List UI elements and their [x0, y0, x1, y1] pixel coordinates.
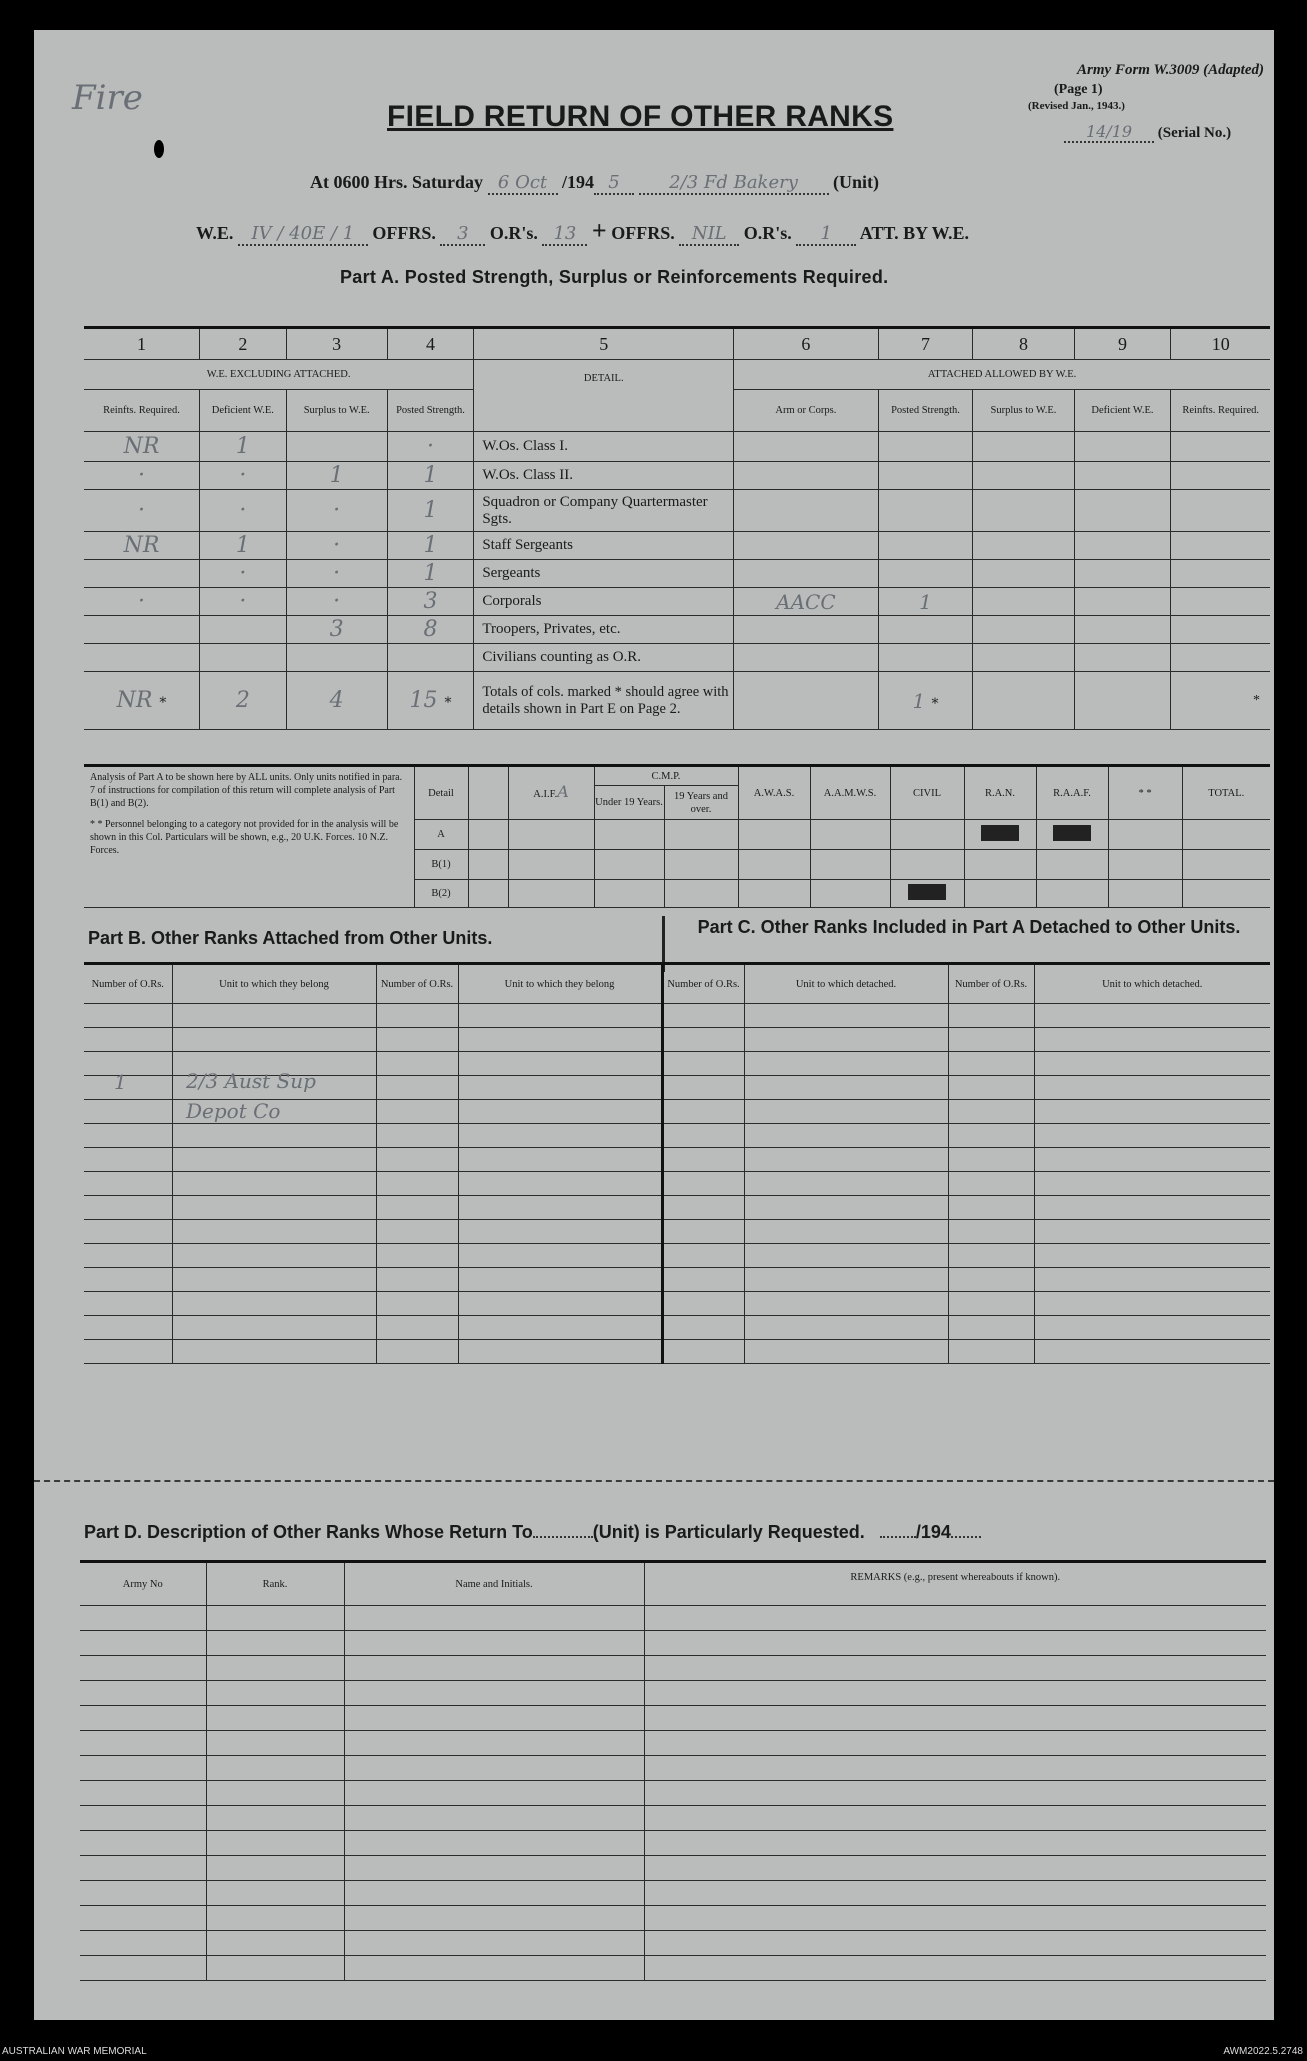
part-d-row [80, 1681, 1266, 1706]
year-value: 5 [594, 172, 634, 195]
serial-label: (Serial No.) [1157, 125, 1232, 141]
part-bc-row [84, 1172, 1270, 1196]
part-d-table: Army No Rank. Name and Initials. REMARKS (e.g., present whereabouts if known). [80, 1560, 1266, 1981]
redaction-mark [981, 825, 1019, 841]
form-sheet [34, 30, 1274, 2020]
part-d-row [80, 1856, 1266, 1881]
offrs2-value: NIL [679, 223, 739, 246]
part-bc-row [84, 1124, 1270, 1148]
part-bc-row [84, 1196, 1270, 1220]
part-a-row: Civilians counting as O.R. [84, 644, 1270, 672]
part-b-entry-unit: 2/3 Aust Sup Depot Co [186, 1069, 316, 1123]
part-d-row [80, 1831, 1266, 1856]
redaction-mark [908, 884, 946, 900]
punch-hole [154, 140, 164, 158]
part-d-row [80, 1631, 1266, 1656]
page-number: (Page 1) [1054, 82, 1103, 97]
part-bc-row [84, 1292, 1270, 1316]
part-a-title: Part A. Posted Strength, Surplus or Reinforcements Required. [340, 267, 889, 287]
date-value: 6 Oct [488, 172, 558, 195]
redaction-mark [1053, 825, 1091, 841]
time-line: At 0600 Hrs. Saturday 6 Oct /194 5 2/3 Fd Bakery (Unit) [310, 172, 880, 193]
part-bc-table: Number of O.Rs. Unit to which they belong Number of O.Rs. Unit to which they belong Number of O.Rs. Unit to which detached. Number of O.Rs. Unit to which detached. [84, 962, 1270, 1364]
part-a-row: NR 1 · 1 Staff Sergeants [84, 532, 1270, 560]
part-d-row [80, 1881, 1266, 1906]
part-d-row [80, 1656, 1266, 1681]
detail-header: DETAIL. [474, 360, 734, 432]
part-d-row [80, 1906, 1266, 1931]
part-d-row [80, 1931, 1266, 1956]
part-a-row: · · 1 Sergeants [84, 560, 1270, 588]
form-id: Army Form W.3009 (Adapted) [1077, 62, 1264, 78]
revised-date: (Revised Jan., 1943.) [1028, 100, 1125, 112]
part-bc-row [84, 1220, 1270, 1244]
part-a-table: 1 2 3 4 5 6 7 8 9 10 W.E. EXCLUDING ATTACHED. DETAIL. ATTACHED ALLOWED BY W.E. Reinfts. Required. Deficient W.E. Surplus to W.E. Posted Strength. Arm or Corps. Posted Strength. Surplus to W.E. Deficient W.E. Reinfts. Required. NR 1 · W.Os. Class I. · · 1 1 W.Os. Class II. · · · 1 Squadron or Company Quartermaster Sgts. NR 1 · 1 Staff Sergeants · · 1 Sergeants · · · 3 Corporals AACC 1 3 8 Troopers, Privates, etc. Civilians counting as O.R. NR * 2 4 15 * Totals of cols. marked * should agree with details shown in Part E on Page 2. 1 * * [84, 326, 1270, 730]
part-d-row [80, 1781, 1266, 1806]
group-we-excluding: W.E. EXCLUDING ATTACHED. [84, 360, 474, 390]
part-b-title: Part B. Other Ranks Attached from Other Units. [88, 928, 493, 948]
analysis-note: Analysis of Part A to be shown here by ALL units. Only units notified in para. 7 of instructions for compilation of this return will complete analysis of Part B(1) and B(2). * * Personnel belonging to a category not provided for in the analysis will be shown in this Col. Particulars will be shown, e.g., 20 U.K. Forces. 10 N.Z. Forces. [84, 766, 414, 908]
part-bc-row [84, 1028, 1270, 1052]
footer-left: AUSTRALIAN WAR MEMORIAL [2, 2046, 147, 2057]
part-d-row [80, 1756, 1266, 1781]
part-d-row [80, 1706, 1266, 1731]
footer-right: AWM2022.5.2748 [1223, 2046, 1303, 2057]
totals-note: Totals of cols. marked * should agree with details shown in Part E on Page 2. [474, 672, 734, 730]
part-a-row: 3 8 Troopers, Privates, etc. [84, 616, 1270, 644]
part-b-entry-number: 1 [114, 1070, 127, 1094]
part-d-row [80, 1956, 1266, 1981]
part-a-row: · · 1 1 W.Os. Class II. [84, 462, 1270, 490]
part-d-row [80, 1731, 1266, 1756]
part-d-row [80, 1606, 1266, 1631]
we-line: W.E. IV / 40E / 1 OFFRS. 3 O.R's. 13 + OFFRS. NIL O.R's. 1 ATT. BY W.E. [196, 216, 969, 245]
part-a-row: · · · 3 Corporals AACC 1 [84, 588, 1270, 616]
analysis-table: Analysis of Part A to be shown here by ALL units. Only units notified in para. 7 of instructions for compilation of this return will complete analysis of Part B(1) and B(2). * * Personnel belonging to a category not provided for in the analysis will be shown in this Col. Particulars will be shown, e.g., 20 U.K. Forces. 10 N.Z. Forces. Detail A.I.F.A C.M.P. A.W.A.S. A.A.M.W.S. CIVIL R.A.N. R.A.A.F. * * TOTAL. Under 19 Years. 19 Years and over. A B(1) B(2) [84, 764, 1270, 908]
serial-no [1064, 122, 1231, 143]
offrs-value: 3 [440, 223, 485, 246]
part-d-title: Part D. Description of Other Ranks Whose Return To (Unit) is Particularly Requested. /194 [84, 1522, 981, 1543]
part-bc-row [84, 1340, 1270, 1364]
part-bc-row [84, 1244, 1270, 1268]
perforation-line [34, 1480, 1274, 1482]
part-d-row [80, 1806, 1266, 1831]
part-bc-row [84, 1316, 1270, 1340]
group-attached-allowed: ATTACHED ALLOWED BY W.E. [734, 360, 1270, 390]
part-a-row: · · · 1 Squadron or Company Quartermaster Sgts. [84, 490, 1270, 532]
serial-value: 14/19 [1064, 122, 1154, 143]
column-numbers-row: 1 2 3 4 5 6 7 8 9 10 [84, 328, 1270, 360]
part-bc-row [84, 1004, 1270, 1028]
page-title: FIELD RETURN OF OTHER RANKS [387, 100, 894, 133]
handwritten-fire-note: Fire [72, 78, 143, 118]
part-bc-row [84, 1148, 1270, 1172]
ors2-value: 1 [796, 223, 856, 246]
we-value: IV / 40E / 1 [238, 223, 368, 246]
ors-value: 13 [542, 223, 587, 246]
part-a-row: NR 1 · W.Os. Class I. [84, 432, 1270, 462]
part-c-title: Part C. Other Ranks Included in Part A Detached to Other Units. [697, 917, 1241, 937]
totals-row: NR * 2 4 15 * Totals of cols. marked * should agree with details shown in Part E on Page 2. 1 * * [84, 672, 1270, 730]
part-bc-row [84, 1268, 1270, 1292]
unit-value: 2/3 Fd Bakery [639, 172, 829, 195]
